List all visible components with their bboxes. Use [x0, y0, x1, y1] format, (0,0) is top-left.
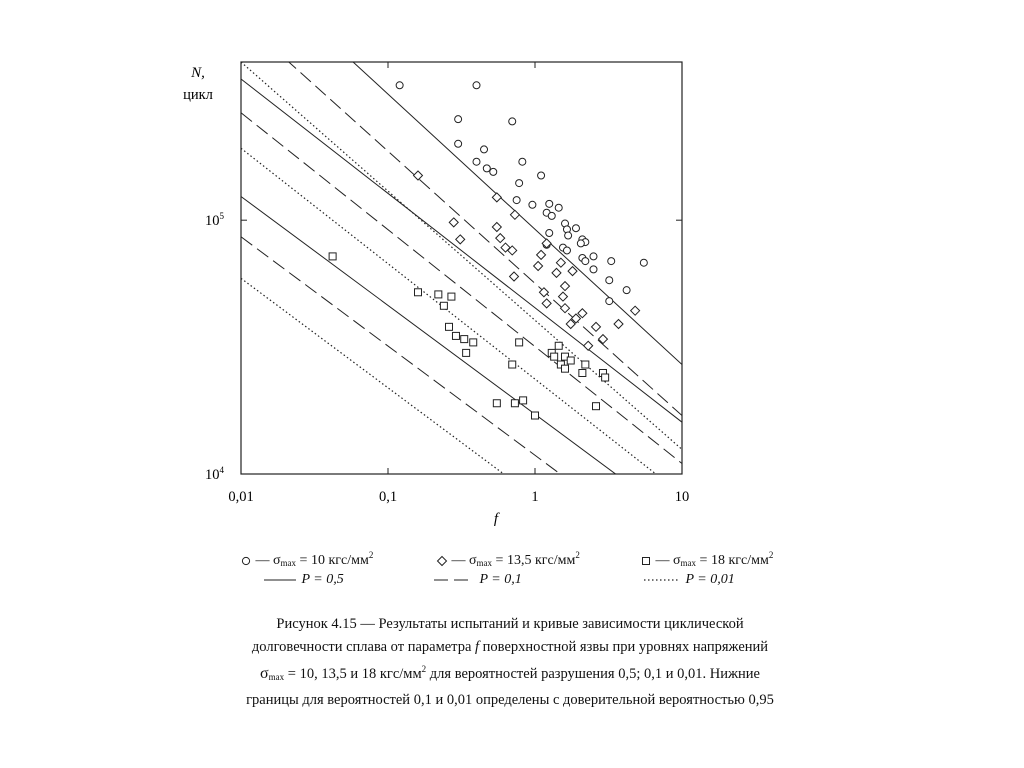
data-point-square	[593, 403, 600, 410]
x-axis-label: f	[493, 511, 499, 527]
data-point-square	[532, 412, 539, 419]
fit-curve-solid	[241, 79, 682, 422]
legend-line-p01: P = 0,1	[432, 572, 522, 588]
y-axis-label	[183, 65, 213, 103]
data-point-square	[493, 400, 500, 407]
data-point-circle	[546, 230, 553, 237]
caption-line-2: долговечности сплава от параметра f поверхностной язвы при уровнях напряжений	[251, 638, 769, 655]
data-point-square	[440, 302, 447, 309]
diamond-icon	[436, 555, 448, 567]
data-point-diamond	[456, 235, 465, 244]
data-point-square	[329, 253, 336, 260]
dashed-line-icon	[432, 575, 476, 585]
data-point-circle	[563, 247, 570, 254]
legend-series-10: — $\sigma_{max} = 10$ кгс/$мм^2$	[240, 550, 373, 569]
x-tick-label: 10	[674, 489, 690, 505]
legend-series-13-5: — $\sigma_{max} = 13,5$ кгс/$мм^2$	[436, 550, 580, 569]
data-point-circle	[473, 158, 480, 165]
fit-curve-dashed	[241, 19, 682, 415]
data-point-square	[415, 289, 422, 296]
data-point-circle	[519, 158, 526, 165]
data-point-square	[602, 374, 609, 381]
data-point-circle	[396, 82, 403, 89]
square-icon	[640, 555, 652, 567]
y-axis-label-unit: цикл	[183, 87, 213, 103]
axis-ticks	[205, 62, 689, 505]
data-point-diamond	[552, 268, 561, 277]
data-point-square	[448, 293, 455, 300]
data-point-circle	[548, 212, 555, 219]
data-point-circle	[555, 204, 562, 211]
data-point-circle	[513, 197, 520, 204]
data-point-diamond	[631, 306, 640, 315]
data-point-diamond	[537, 250, 546, 259]
legend-series-18: — $\sigma_{max} = 18$ кгс/$мм^2$	[640, 550, 773, 569]
data-point-circle	[572, 225, 579, 232]
fit-curve-dashed	[241, 237, 682, 540]
caption-line-4: границы для вероятностей 0,1 и 0,01 определены с доверительной вероятностью 0,95	[246, 691, 774, 708]
y-tick-label: $10^4$	[205, 465, 224, 483]
circle-icon	[240, 555, 252, 567]
data-point-square	[516, 339, 523, 346]
data-point-square	[551, 353, 558, 360]
fit-curve-solid	[241, 0, 682, 365]
data-point-circle	[455, 116, 462, 123]
data-point-square	[520, 397, 527, 404]
data-point-diamond	[534, 261, 543, 270]
data-point-circle	[606, 277, 613, 284]
data-point-circle	[490, 168, 497, 175]
data-point-circle	[455, 140, 462, 147]
x-tick-label: 0,01	[228, 489, 254, 505]
fit-curve-dashed	[241, 113, 682, 464]
data-points	[329, 82, 647, 419]
data-point-circle	[640, 259, 647, 266]
data-point-square	[509, 361, 516, 368]
data-point-circle	[473, 82, 480, 89]
data-point-square	[452, 332, 459, 339]
legend-line-p001: P = 0,01	[642, 572, 735, 588]
y-tick-label: $10^5$	[205, 211, 224, 230]
data-point-diamond	[558, 292, 567, 301]
fit-curve-dotted	[241, 278, 682, 540]
data-point-square	[511, 400, 518, 407]
data-point-square	[567, 357, 574, 364]
figure-caption	[150, 613, 870, 711]
x-tick-label: 0,1	[378, 489, 398, 505]
data-point-circle	[565, 232, 572, 239]
data-point-circle	[516, 180, 523, 187]
data-point-circle	[538, 172, 545, 179]
data-point-circle	[582, 258, 589, 265]
data-point-square	[470, 339, 477, 346]
data-point-square	[435, 291, 442, 298]
data-point-circle	[546, 200, 553, 207]
data-point-square	[579, 369, 586, 376]
data-point-square	[461, 336, 468, 343]
data-point-diamond	[542, 299, 551, 308]
data-point-square	[555, 342, 562, 349]
data-point-circle	[590, 253, 597, 260]
data-point-circle	[529, 201, 536, 208]
fit-curve-dotted	[241, 148, 682, 494]
data-point-square	[446, 323, 453, 330]
data-point-square	[562, 365, 569, 372]
data-point-diamond	[578, 309, 587, 318]
data-point-diamond	[568, 267, 577, 276]
data-point-square	[582, 361, 589, 368]
caption-line-1: Рисунок 4.15 — Результаты испытаний и кривые зависимости циклической	[276, 616, 744, 632]
data-point-circle	[481, 146, 488, 153]
fit-curves	[241, 0, 682, 540]
solid-line-icon	[262, 575, 298, 585]
data-point-diamond	[584, 341, 593, 350]
dotted-line-icon	[642, 575, 682, 585]
data-point-square	[463, 349, 470, 356]
data-point-diamond	[510, 210, 519, 219]
data-point-circle	[590, 266, 597, 273]
data-point-circle	[606, 298, 613, 305]
y-axis-label-symbol: N,	[191, 65, 205, 81]
data-point-diamond	[592, 322, 601, 331]
data-point-diamond	[449, 218, 458, 227]
data-point-circle	[577, 240, 584, 247]
data-point-diamond	[510, 272, 519, 281]
x-tick-label: 1	[531, 489, 539, 505]
data-point-circle	[608, 258, 615, 265]
data-point-diamond	[561, 304, 570, 313]
data-point-diamond	[492, 193, 501, 202]
data-point-circle	[623, 287, 630, 294]
data-point-diamond	[492, 223, 501, 232]
data-point-circle	[509, 118, 516, 125]
plot-frame	[241, 62, 682, 474]
legend-line-p05: P = 0,5	[262, 572, 344, 588]
data-point-circle	[483, 165, 490, 172]
data-point-diamond	[414, 171, 423, 180]
data-point-diamond	[614, 319, 623, 328]
data-point-diamond	[556, 258, 565, 267]
data-point-diamond	[561, 282, 570, 291]
data-point-diamond	[496, 234, 505, 243]
caption-line-3: $\sigma_{max} = 10$, 13,5 и 18 кгс/$мм^2$ для вероятностей разрушения 0,5; 0,1 и 0,01. Нижние	[260, 664, 760, 682]
